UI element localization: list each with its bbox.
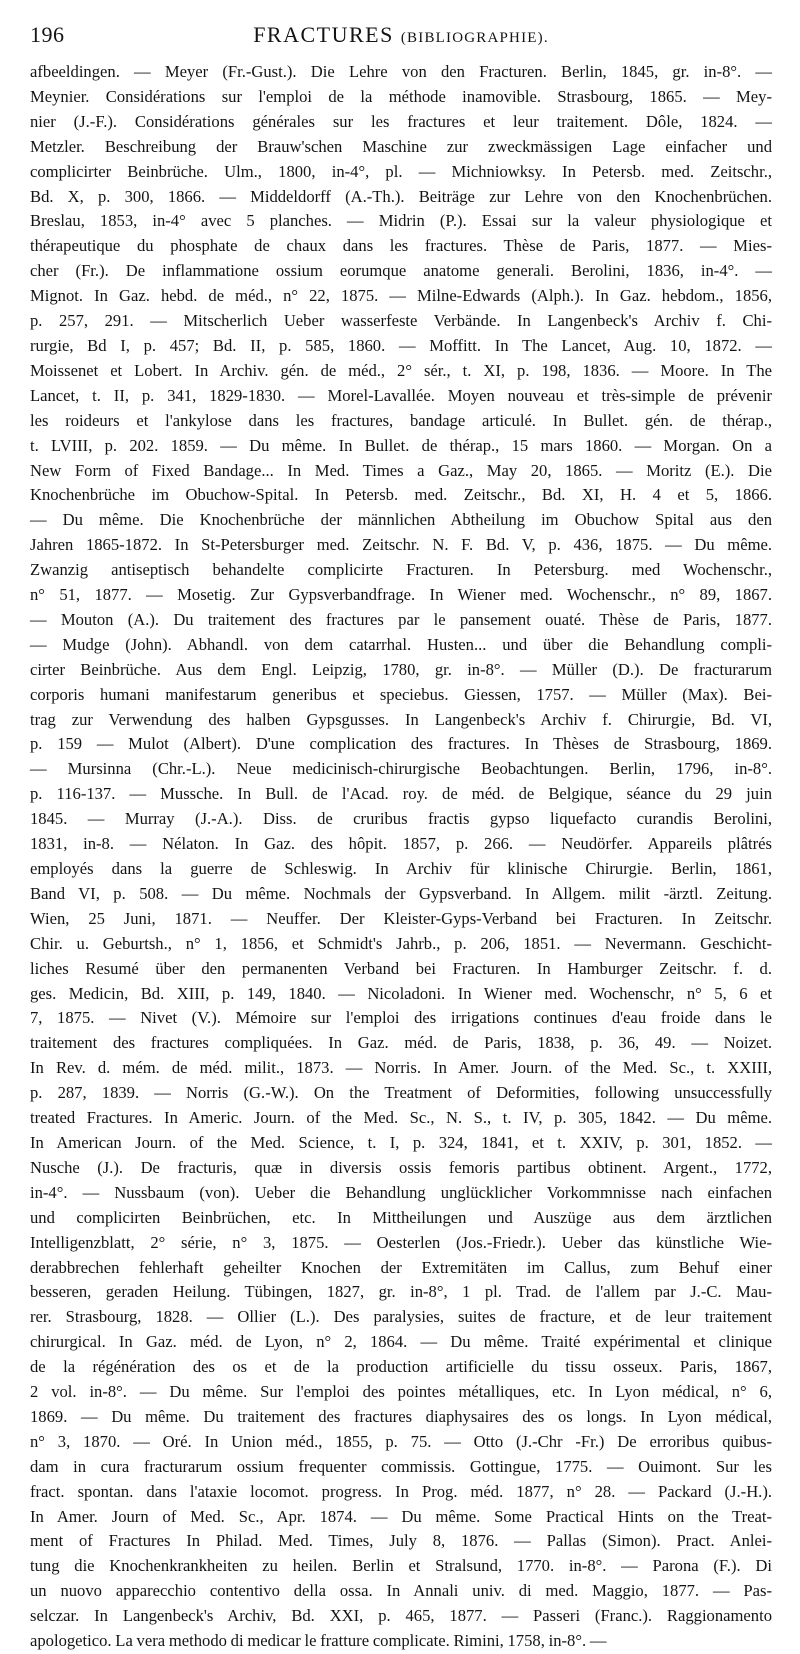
bibliography-text	[30, 60, 772, 1654]
text-line: un nuovo apparecchio contentivo della ossa. In Annali univ. di med. Maggio, 1877. — Pas-	[30, 1581, 772, 1601]
text-line: thérapeutique du phosphate de chaux dans les fractures. Thèse de Paris, 1877. — Mies-	[30, 236, 772, 256]
text-line: besseren, geraden Heilung. Tübingen, 1827, gr. in-8°, 1 pl. Trad. de l'allem par J.-C. Mau-	[30, 1282, 772, 1302]
text-line: — Mudge (John). Abhandl. von dem catarrhal. Husten... und über die Behandlung compli-	[30, 634, 772, 654]
text-line: dam in cura fracturarum ossium frequenter commissis. Gottingue, 1775. — Ouimont. Sur les	[30, 1456, 772, 1476]
text-line: rurgie, Bd I, p. 457; Bd. II, p. 585, 1860. — Moffitt. In The Lancet, Aug. 10, 1872. —	[30, 335, 772, 355]
text-line: employés dans la guerre de Schleswig. In Archiv für klinische Chirurgie. Berlin, 1861,	[30, 859, 772, 878]
title-main: FRACTURES	[253, 22, 394, 47]
text-line: Intelligenzblatt, 2° série, n° 3, 1875. — Oesterlen (Jos.-Friedr.). Ueber das künstliche Wie-	[30, 1232, 772, 1252]
text-line: nier (J.-F.). Considérations générales sur les fractures et leur traitement. Dôle, 1824. —	[30, 111, 772, 131]
text-line: Metzler. Beschreibung der Brauw'schen Maschine zur zweckmässigen Lage einfacher und	[30, 136, 772, 156]
text-line: de la régénération des os et de la production artificielle du tissu osseux. Paris, 1867,	[30, 1357, 772, 1377]
text-line: p. 116-137. — Mussche. In Bull. de l'Acad. roy. de méd. de Belgique, séance du 29 juin	[30, 784, 772, 804]
text-line: in-4°. — Nussbaum (von). Ueber die Behandlung unglücklicher Vorkommnisse nach einfachen	[30, 1182, 772, 1202]
text-line: p. 257, 291. — Mitscherlich Ueber wasserfeste Verbände. In Langenbeck's Archiv f. Chi-	[30, 311, 772, 331]
title-sub: (BIBLIOGRAPHIE).	[400, 30, 549, 46]
text-line: t. LVIII, p. 202. 1859. — Du même. In Bullet. de thérap., 15 mars 1860. — Morgan. On a	[30, 435, 772, 455]
text-line: apologetico. La vera methodo di medicar le fratture complicate. Rimini, 1758, in-8°. —	[30, 1631, 607, 1651]
text-line: 7, 1875. — Nivet (V.). Mémoire sur l'emploi des irrigations continues d'eau froide dans le	[30, 1008, 772, 1028]
text-line: n° 3, 1870. — Oré. In Union méd., 1855, p. 75. — Otto (J.-Chr -Fr.) De erroribus quibus-	[30, 1431, 772, 1451]
text-line: Knochenbrüche im Obuchow-Spital. In Petersb. med. Zeitschr., Bd. XI, H. 4 et 5, 1866.	[30, 485, 772, 505]
text-line: Band VI, p. 508. — Du même. Nochmals der Gypsverband. In Allgem. milit -ärztl. Zeitung.	[30, 883, 772, 903]
text-line: selczar. In Langenbeck's Archiv, Bd. XXI, p. 465, 1877. — Passeri (Franc.). Raggionamento	[30, 1606, 772, 1626]
text-line: Nusche (J.). De fracturis, quæ in diversis ossis femoris partibus obtinent. Argent., 1772,	[30, 1157, 772, 1177]
text-line: Chir. u. Geburtsh., n° 1, 1856, et Schmidt's Jahrb., p. 206, 1851. — Nevermann. Geschicht-	[30, 933, 772, 953]
text-line: New Form of Fixed Bandage... In Med. Times a Gaz., May 20, 1865. — Moritz (E.). Die	[30, 460, 772, 480]
text-line: In American Journ. of the Med. Science, t. I, p. 324, 1841, et t. XXIV, p. 301, 1852. —	[30, 1132, 772, 1152]
text-line: treated Fractures. In Americ. Journ. of the Med. Sc., N. S., t. IV, p. 305, 1842. — Du même.	[30, 1108, 772, 1128]
text-line: ment of Fractures In Philad. Med. Times, July 8, 1876. — Pallas (Simon). Pract. Anlei-	[30, 1531, 772, 1551]
text-line: traitement des fractures compliquées. In Gaz. méd. de Paris, 1838, p. 36, 49. — Noizet.	[30, 1033, 772, 1053]
text-line: trag zur Verwendung des halben Gypsgusses. In Langenbeck's Archiv f. Chirurgie, Bd. VI,	[30, 709, 772, 729]
text-line: Breslau, 1853, in-4° avec 5 planches. — Midrin (P.). Essai sur la valeur physiologique et	[30, 211, 772, 231]
text-line: 1845. — Murray (J.-A.). Diss. de cruribus fractis gypso liquefacto curandis Berolini,	[30, 809, 772, 829]
text-line: p. 287, 1839. — Norris (G.-W.). On the Treatment of Deformities, following unsuccessfully	[30, 1083, 772, 1103]
text-line: cher (Fr.). De inflammatione ossium eorumque anatome generali. Berolini, 1836, in-4°. —	[30, 261, 772, 281]
text-line: Jahren 1865-1872. In St-Petersburger med. Zeitschr. N. F. Bd. V, p. 436, 1875. — Du même.	[30, 535, 772, 555]
text-line: Bd. X, p. 300, 1866. — Middeldorff (A.-Th.). Beiträge zur Lehre von den Knochenbrüchen.	[30, 186, 772, 206]
text-line: afbeeldingen. — Meyer (Fr.-Gust.). Die Lehre von den Fracturen. Berlin, 1845, gr. in-8°. —	[30, 62, 772, 81]
text-line: cirter Beinbrüche. Aus dem Engl. Leipzig, 1780, gr. in-8°. — Müller (D.). De fracturarum	[30, 659, 772, 679]
text-line: fract. spontan. dans l'ataxie locomot. progress. In Prog. méd. 1877, n° 28. — Packard (J.-H.).	[30, 1481, 772, 1501]
text-line: — Du même. Die Knochenbrüche der männlichen Abtheilung im Obuchow Spital aus den	[30, 510, 772, 530]
text-line: chirurgical. In Gaz. méd. de Lyon, n° 2, 1864. — Du même. Traité expérimental et clinique	[30, 1332, 772, 1352]
text-line: 1831, in-8. — Nélaton. In Gaz. des hôpit. 1857, p. 266. — Neudörfer. Appareils plâtrés	[30, 834, 772, 854]
text-line: Wien, 25 Juni, 1871. — Neuffer. Der Kleister-Gyps-Verband bei Fracturen. In Zeitschr.	[30, 908, 772, 928]
text-line: Lancet, t. II, p. 341, 1829-1830. — Morel-Lavallée. Moyen nouveau et très-simple de prévenir	[30, 385, 772, 405]
text-line: In Amer. Journ of Med. Sc., Apr. 1874. — Du même. Some Practical Hints on the Treat-	[30, 1506, 772, 1526]
page-number: 196	[30, 22, 65, 47]
text-line: derabbrechen fehlerhaft geheilter Knochen der Extremitäten im Callus, zum Behuf einer	[30, 1257, 772, 1277]
text-line: liches Resumé über den permanenten Verband bei Fracturen. In Hamburger Zeitschr. f. d.	[30, 958, 772, 978]
text-line: n° 51, 1877. — Mosetig. Zur Gypsverbandfrage. In Wiener med. Wochenschr., n° 89, 1867.	[30, 585, 772, 605]
text-line: Moissenet et Lobert. In Archiv. gén. de méd., 2° sér., t. XI, p. 198, 1836. — Moore. In The	[30, 360, 772, 380]
text-line: tung die Knochenkrankheiten zu heilen. Berlin et Stralsund, 1770. in-8°. — Parona (F.). Di	[30, 1556, 772, 1576]
text-line: — Mouton (A.). Du traitement des fractures par le pansement ouaté. Thèse de Paris, 1877.	[30, 609, 772, 629]
text-line: rer. Strasbourg, 1828. — Ollier (L.). Des paralysies, suites de fracture, et de leur traitement	[30, 1307, 772, 1327]
text-line: ges. Medicin, Bd. XIII, p. 149, 1840. — Nicoladoni. In Wiener med. Wochenschr, n° 5, 6 et	[30, 983, 772, 1003]
text-line: corporis humani manifestarum generibus et speciebus. Giessen, 1757. — Müller (Max). Bei-	[30, 684, 772, 704]
text-line: Zwanzig antiseptisch behandelte complicirte Fracturen. In Petersburg. med Wochenschr.,	[30, 560, 772, 580]
text-line: Meynier. Considérations sur l'emploi de la méthode inamovible. Strasbourg, 1865. — Mey-	[30, 86, 772, 106]
text-line: p. 159 — Mulot (Albert). D'une complication des fractures. In Thèses de Strasbourg, 1869.	[30, 734, 772, 754]
text-line: les roideurs et l'ankylose dans les fractures, bandage articulé. In Bullet. gén. de thérap.,	[30, 410, 772, 430]
text-line: In Rev. d. mém. de méd. milit., 1873. — Norris. In Amer. Journ. of the Med. Sc., t. XXIII,	[30, 1058, 772, 1078]
running-head	[30, 22, 772, 56]
text-line: 2 vol. in-8°. — Du même. Sur l'emploi des pointes métalliques, etc. In Lyon médical, n° 6,	[30, 1382, 772, 1402]
page-title	[30, 22, 772, 48]
text-line: und complicirten Beinbrüchen, etc. In Mittheilungen und Auszüge aus dem ärztlichen	[30, 1207, 772, 1227]
text-line: 1869. — Du même. Du traitement des fractures diaphysaires des os longs. In Lyon médical,	[30, 1406, 772, 1426]
text-line: — Mursinna (Chr.-L.). Neue medicinisch-chirurgische Beobachtungen. Berlin, 1796, in-8°.	[30, 759, 772, 779]
text-line: Mignot. In Gaz. hebd. de méd., n° 22, 1875. — Milne-Edwards (Alph.). In Gaz. hebdom., 1856,	[30, 286, 772, 306]
text-line: complicirter Beinbrüche. Ulm., 1800, in-4°, pl. — Michniowksy. In Petersb. med. Zeitschr.,	[30, 161, 772, 181]
